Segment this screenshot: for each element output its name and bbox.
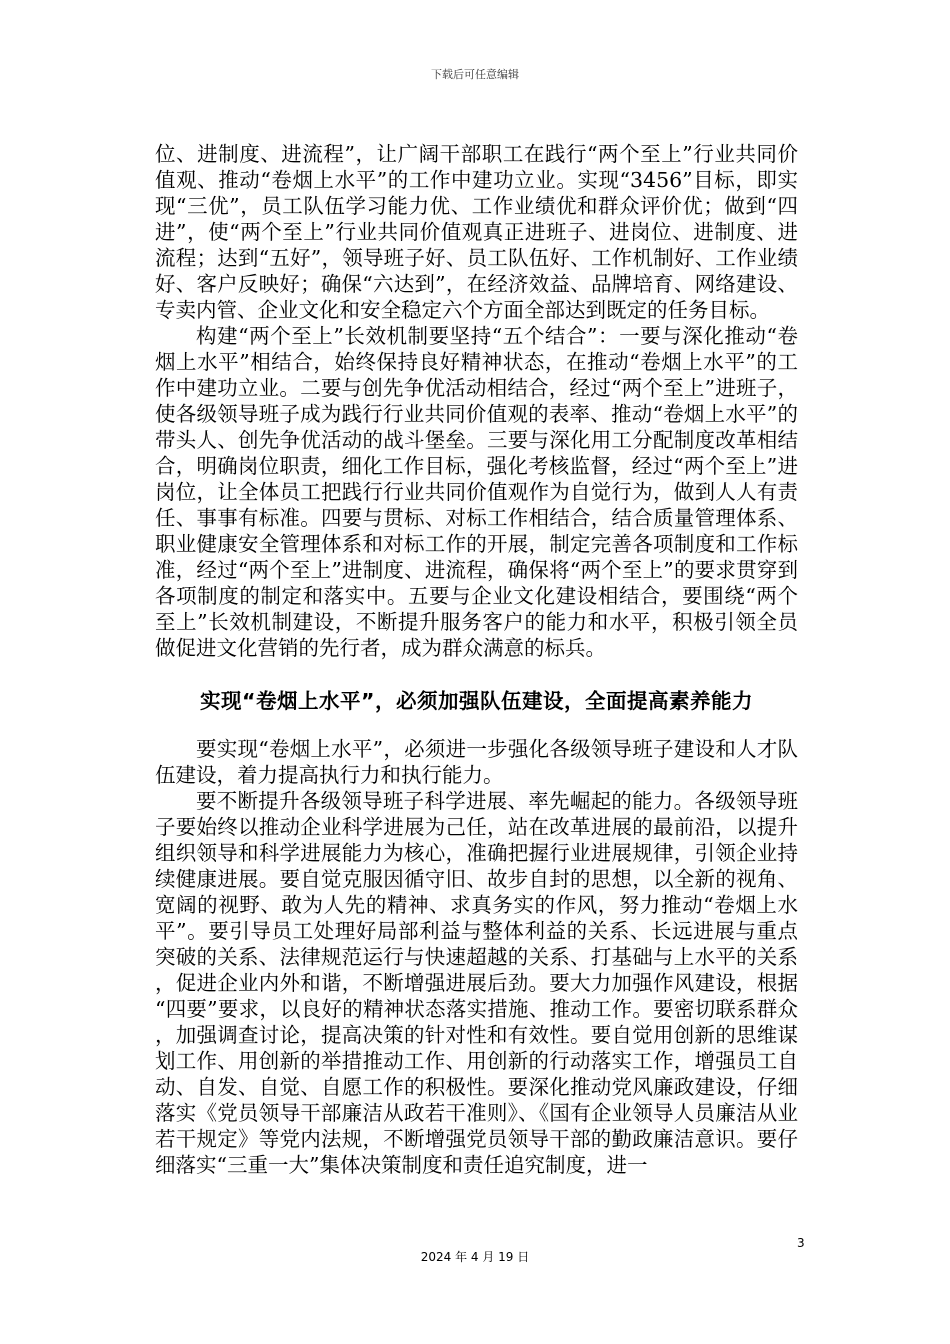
paragraph-continued: 位、进制度、进流程”，让广阔干部职工在践行“两个至上”行业共同价值观、推动“卷烟上水平”的工作中建功立业。实现“3456”目标，即实现“三优”，员工队伍学习能力优、工作业绩优和群众评价优；做到“四进”，使“两个至上”行业共同价值观真正进班子、进岗位、进制度、进流程；达到“五好”，领导班子好、员工队伍好、工作机制好、工作业绩好、客户反映好；确保“六达到”，在经济效益、品牌培育、网络建设、专卖内管、企业文化和安全稳定六个方面全部达到既定的任务目标。	[155, 142, 798, 322]
section-heading: 实现“卷烟上水平”，必须加强队伍建设，全面提高素养能力	[200, 689, 753, 713]
paragraph-leadership: 要不断提升各级领导班子科学进展、率先崛起的能力。各级领导班子要始终以推动企业科学进展为己任，站在改革进展的最前沿，以提升组织领导和科学进展能力为核心，准确把握行业进展规律，引领企业持续健康进展。要自觉克服因循守旧、故步自封的思想，以全新的视角、宽阔的视野、敢为人先的精神、求真务实的作风，努力推动“卷烟上水平”。要引导员工处理好局部利益与整体利益的关系、长远进展与重点突破的关系、法律规范运行与快速超越的关系、打基础与上水平的关系，促进企业内外和谐，不断增强进展后劲。要大力加强作风建设，根据“四要”要求，以良好的精神状态落实措施、推动工作。要密切联系群众，加强调查讨论，提高决策的针对性和有效性。要自觉用创新的思维谋划工作、用创新的举措推动工作、用创新的行动落实工作，增强员工自动、自发、自觉、自愿工作的积极性。要深化推动党风廉政建设，仔细落实《党员领导干部廉洁从政若干准则》、《国有企业领导人员廉洁从业若干规定》等党内法规，不断增强党员领导干部的勤政廉洁意识。要仔细落实“三重一大”集体决策制度和责任追究制度，进一	[155, 789, 798, 1177]
page-header: 下载后可任意编辑	[431, 68, 519, 81]
document-body	[155, 141, 798, 1178]
paragraph-intro: 要实现“卷烟上水平”，必须进一步强化各级领导班子建设和人才队伍建设，着力提高执行力和执行能力。	[155, 737, 798, 787]
page-footer-date: 2024 年 4 月 19 日	[420, 1250, 530, 1264]
page-number: 3	[797, 1236, 805, 1250]
paragraph-five-combinations: 构建“两个至上”长效机制要坚持“五个结合”：一要与深化推动“卷烟上水平”相结合，始终保持良好精神状态，在推动“卷烟上水平”的工作中建功立业。二要与创先争优活动相结合，经过“两个至上”进班子，使各级领导班子成为践行行业共同价值观的表率、推动“卷烟上水平”的带头人、创先争优活动的战斗堡垒。三要与深化用工分配制度改革相结合，明确岗位职责，细化工作目标，强化考核监督，经过“两个至上”进岗位，让全体员工把践行行业共同价值观作为自觉行为，做到人人有责任、事事有标准。四要与贯标、对标工作相结合，结合质量管理体系、职业健康安全管理体系和对标工作的开展，制定完善各项制度和工作标准，经过“两个至上”进制度、进流程，确保将“两个至上”的要求贯穿到各项制度的制定和落实中。五要与企业文化建设相结合，要围绕“两个至上”长效机制建设，不断提升服务客户的能力和水平，积极引领全员做促进文化营销的先行者，成为群众满意的标兵。	[155, 324, 798, 660]
